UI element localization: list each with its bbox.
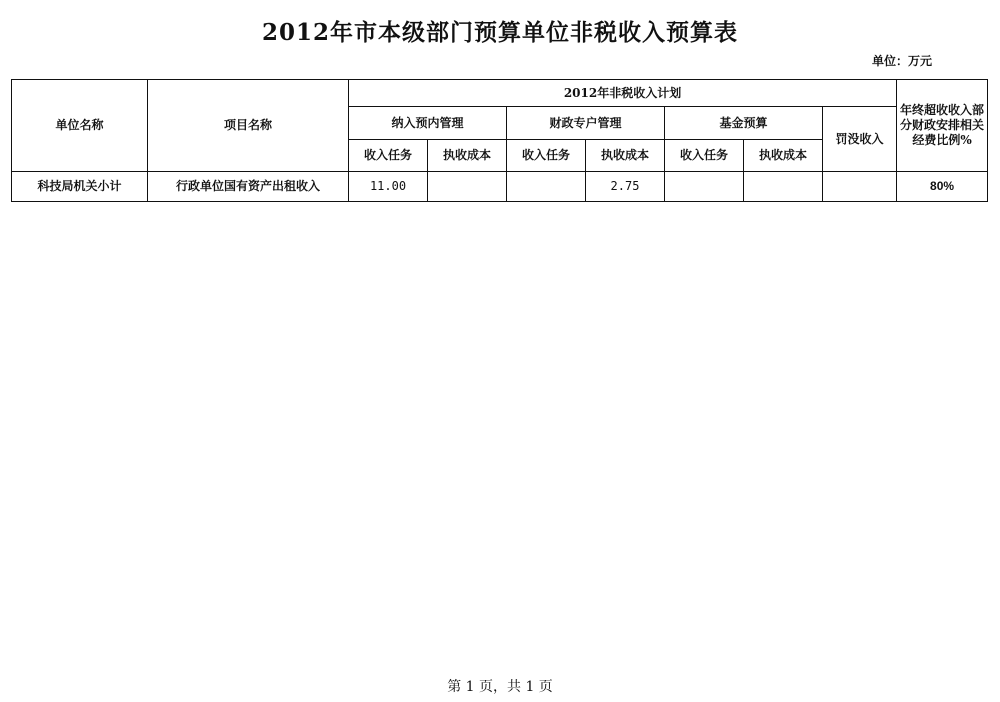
header-group-fund-budget: 基金预算 — [665, 107, 823, 140]
cell-budget-task: 11.00 — [349, 172, 428, 202]
page-title: 2012年市本级部门预算单位非税收入预算表 — [261, 19, 738, 46]
cell-special-task — [507, 172, 586, 202]
page-footer: 第 1 页，共 1 页 — [447, 679, 553, 695]
header-ratio: 年终超收收入部分财政安排相关经费比例% — [897, 80, 988, 172]
header-unit-name: 单位名称 — [12, 80, 148, 172]
header-row-1 — [12, 80, 988, 107]
budget-table — [11, 79, 988, 202]
table-row — [12, 172, 988, 202]
cell-fund-cost — [744, 172, 823, 202]
header-group-budget-mgmt: 纳入预内管理 — [349, 107, 507, 140]
header-collection-cost: 执收成本 — [744, 140, 823, 172]
cell-unit-name: 科技局机关小计 — [12, 172, 148, 202]
header-penalty-income: 罚没收入 — [823, 107, 897, 172]
cell-budget-cost — [428, 172, 507, 202]
cell-fund-task — [665, 172, 744, 202]
header-collection-cost: 执收成本 — [586, 140, 665, 172]
header-collection-cost: 执收成本 — [428, 140, 507, 172]
header-group-special-account: 财政专户管理 — [507, 107, 665, 140]
header-income-task: 收入任务 — [507, 140, 586, 172]
unit-label: 单位：万元 — [872, 54, 933, 68]
header-income-task: 收入任务 — [665, 140, 744, 172]
cell-special-cost: 2.75 — [586, 172, 665, 202]
header-project-name: 项目名称 — [148, 80, 349, 172]
header-income-task: 收入任务 — [349, 140, 428, 172]
header-plan-title: 2012年非税收入计划 — [349, 80, 897, 107]
cell-project-name: 行政单位国有资产出租收入 — [148, 172, 349, 202]
cell-penalty — [823, 172, 897, 202]
cell-ratio: 80% — [897, 172, 988, 202]
